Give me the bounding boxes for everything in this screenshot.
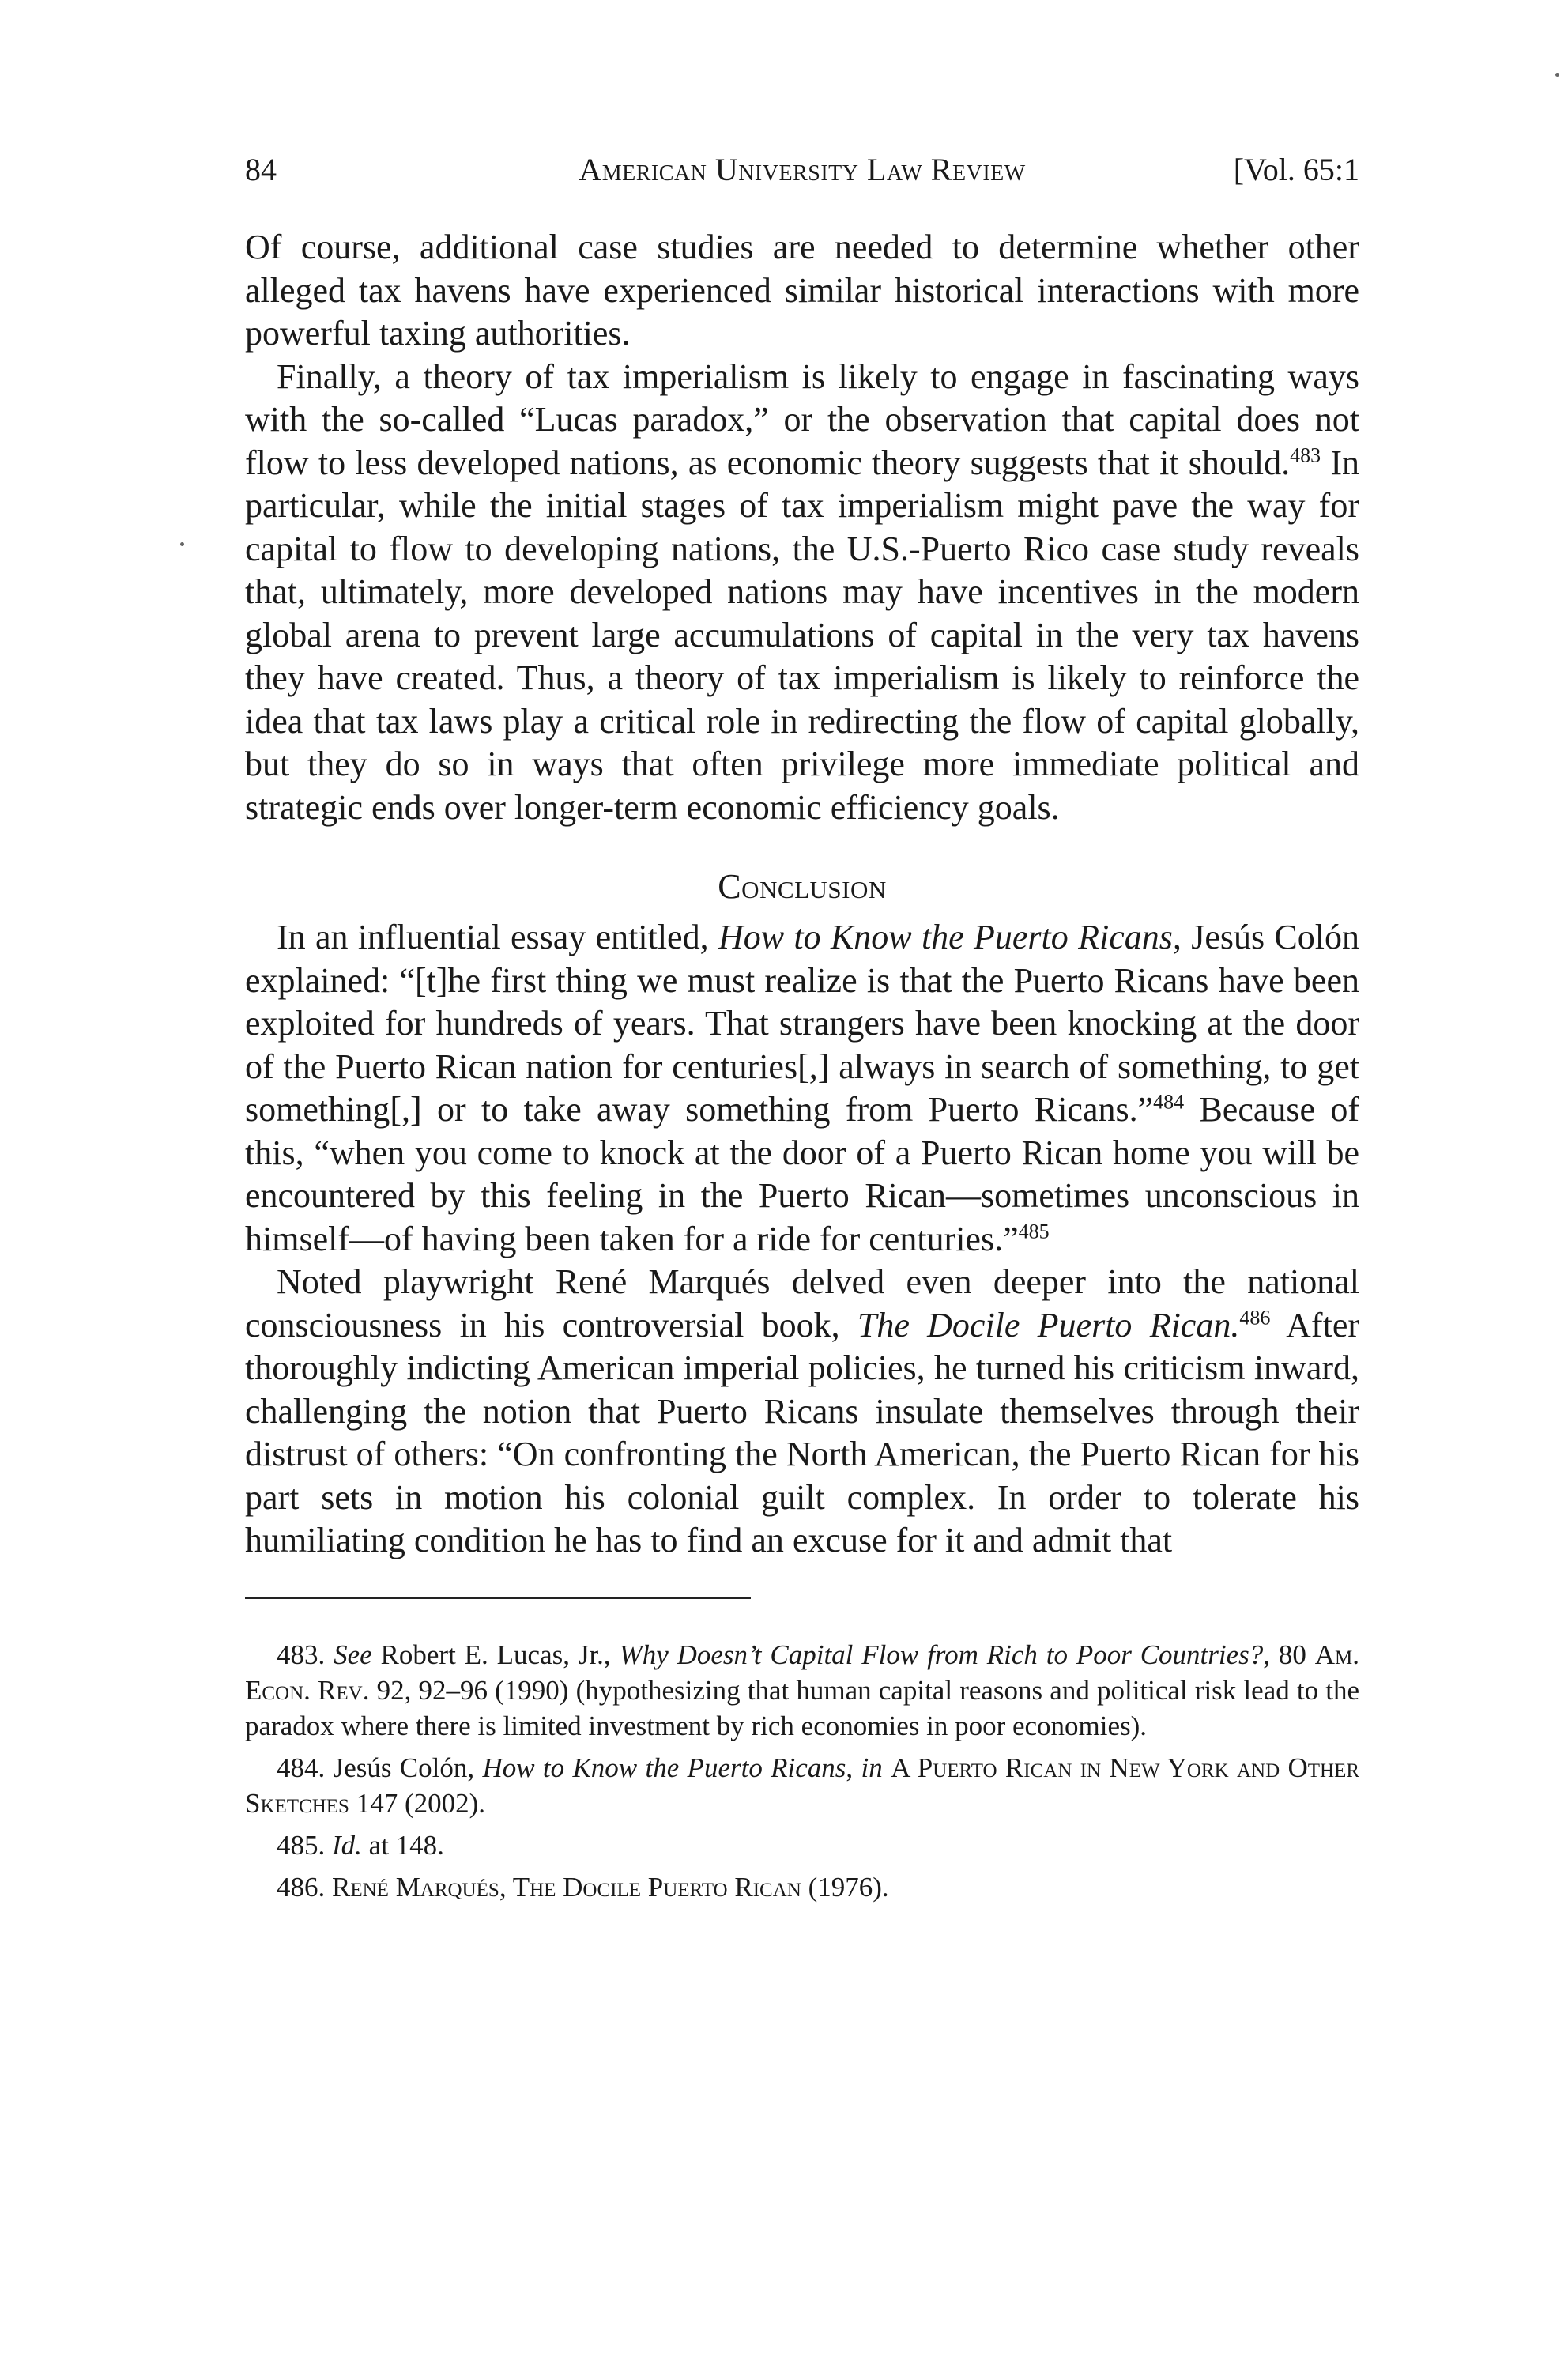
footnote-483 [245,1637,1359,1744]
footnote-number: 484. [277,1752,326,1783]
citation-signal: See [334,1639,372,1670]
footnote-number: 486. [277,1871,326,1903]
footnote-text [883,1752,891,1783]
paragraph-text: Noted playwright René Marqués delved even deeper into the national consciousness in his controversial book, [245,1262,1359,1345]
journal-abbrev: Am. Econ. Rev. [245,1639,1359,1706]
paragraph-text: After thoroughly indicting American imperial policies, he turned his criticism inward, challenging the notion that Puerto Ricans insulate themselves through their distrust of others: “On confronting the North American, the Puerto Rican for his part sets in motion his colonial guilt complex. In order to tolerate his humiliating condition he has to find an excuse for it and admit that [245,1305,1359,1559]
paragraph-text: In an influential essay entitled, [277,918,718,956]
footnote-484 [245,1750,1359,1821]
article-title: Why Doesn’t Capital Flow from Rich to Poor Countries? [619,1639,1264,1670]
journal-title: American University Law Review [579,152,1026,187]
footnote-ref-486[interactable]: 486 [1239,1305,1271,1329]
footnote-text: , [846,1752,861,1783]
paragraph-marques [245,1261,1359,1563]
footnote-text: Robert E. Lucas, Jr., [371,1639,620,1670]
volume-issue: [Vol. 65:1 [1233,152,1359,187]
footnote-text: (1976). [801,1871,889,1903]
paragraph-text: In particular, while the initial stages of tax imperialism might pave the way for capital to flow to developing nations, the U.S.-Puerto Rico case study reveals that, ultimately, more developed nations may have incentives in the modern global arena to prevent large accumulations of capital in the very tax havens they have created. Thus, a theory of tax imperialism is likely to reinforce the idea that tax laws play a critical role in redirecting the flow of capital globally, but they do so in ways that often privilege more immediate political and strategic ends over longer-term economic efficiency goals. [245,443,1359,827]
citation-id: Id. [332,1829,362,1861]
book-title: René Marqués, The Docile Puerto Rican [332,1871,801,1903]
paragraph-case-studies [245,226,1359,356]
scan-speck [1555,73,1559,77]
book-title: A Puerto Rican in New York and Other Sketches [245,1752,1360,1819]
footnote-text: 92, 92–96 (1990) (hypothesizing that human capital reasons and political risk lead to the paradox where there is limited investment by rich economies in poor economies). [245,1674,1359,1741]
footnotes [245,1637,1359,1905]
footnote-text [325,1872,332,1903]
footnote-ref-483[interactable]: 483 [1290,443,1321,466]
footnote-486 [245,1869,1359,1905]
footnote-ref-484[interactable]: 484 [1153,1090,1185,1114]
scan-speck [180,542,184,546]
page [245,142,1359,1911]
running-head [245,142,1359,198]
essay-title: How to Know the Puerto Ricans, [718,918,1182,956]
body-text [245,226,1359,1563]
paragraph-text: Finally, a theory of tax imperialism is likely to engage in fascinating ways with the so-called “Lucas paradox,” or the observation that capital does not flow to less developed nations, as economic theory suggests that it should. [245,356,1359,482]
paragraph-text: Because of this, “when you come to knock at the door of a Puerto Rican home you will be encountered by this feeling in the Puerto Rican—sometimes unconscious in himself—of having been taken for a ride for centuries.” [245,1090,1360,1258]
page-number: 84 [245,152,277,187]
paragraph-lucas-paradox [245,356,1359,830]
paragraph-text: Jesús Colón explained: “[t]he first thing we must realize is that the Puerto Ricans have been exploited for hundreds of years. That strangers have been knocking at the door of the Puerto Rican nation for centuries[,] always in search of something, to get something[,] or to take away something from Puerto Ricans.” [245,918,1359,1129]
book-title: The Docile Puerto Rican. [857,1305,1240,1345]
section-heading-conclusion: Conclusion [718,867,887,906]
footnote-number: 483. [277,1639,326,1670]
footnote-text: 147 (2002). [349,1787,486,1819]
citation-in: in [861,1752,883,1783]
footnote-485 [245,1827,1359,1863]
footnote-number: 485. [277,1829,326,1861]
footnote-text: Jesús Colón, [325,1752,483,1783]
paragraph-colon-essay [245,916,1359,1261]
footnote-ref-485[interactable]: 485 [1018,1219,1050,1243]
paragraph-text: Of course, additional case studies are needed to determine whether other alleged tax havens have experienced similar historical interactions with more powerful taxing authorities. [245,228,1359,353]
footnote-divider [245,1597,751,1599]
footnote-text: , 80 [1263,1639,1315,1670]
essay-title: How to Know the Puerto Ricans [482,1752,846,1783]
footnote-text: at 148. [361,1829,444,1861]
